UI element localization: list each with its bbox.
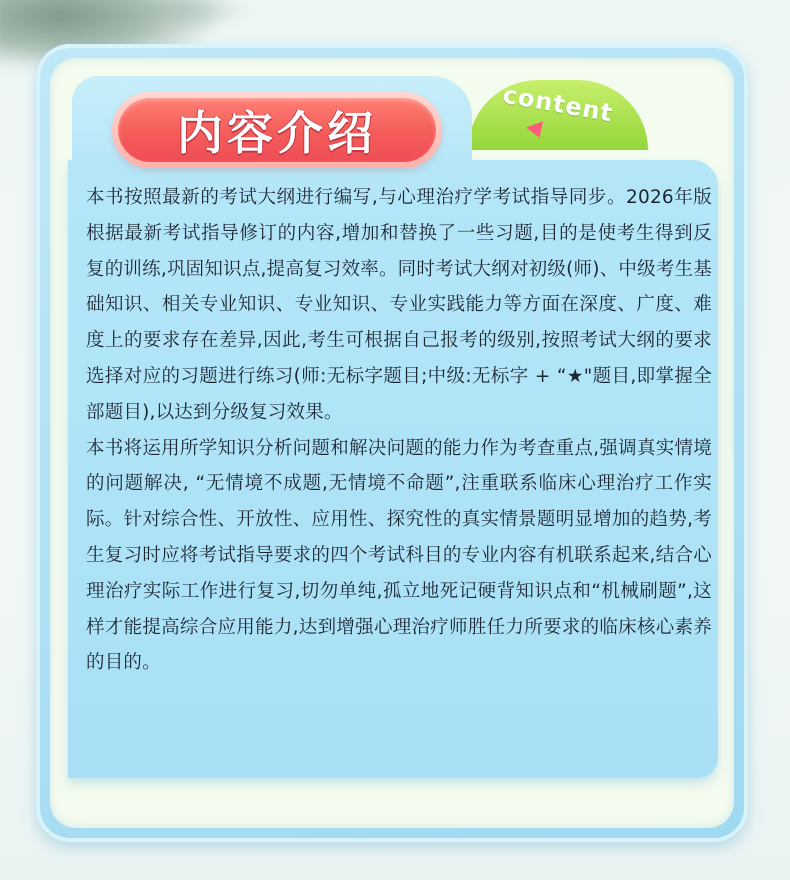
page-title: 内容介绍 xyxy=(177,106,377,160)
decorative-leaf-small xyxy=(130,0,250,30)
intro-paragraph-1: 本书按照最新的考试大纲进行编写,与心理治疗学考试指导同步。2026年版根据最新考试指导修订的内容,增加和替换了一些习题,目的是使考生得到反复的训练,巩固知识点,提高复习效率。同时考试大纲对初级(师)、中级考生基础知识、相关专业知识、专业知识、专业实践能力等方面在深度、广度、难度上的要求存在差异,因此,考生可根据自己报考的级别,按照考试大纲的要求选择对应的习题进行练习(师:无标字题目;中级:无标字 + “★"题目,即掌握全部题目),以达到分级复习效果。 xyxy=(86,187,712,423)
content-tag-label: content xyxy=(500,80,616,128)
intro-paragraph-2: 本书将运用所学知识分析问题和解决问题的能力作为考查重点,强调真实情境的问题解决, “无情境不成题,无情境不命题”,注重联系临床心理治疗工作实际。针对综合性、开放性、应用性、探究性的真实情景题明显增加的趋势,考生复习时应将考试指导要求的四个考试科目的专业内容有机联系起来,结合心理治疗实际工作进行复习,切勿单纯,孤立地死记硬背知识点和“机械刷题”,这样才能提高综合应用能力,达到增强心理治疗师胜任力所要求的临床核心素养的目的。 xyxy=(86,437,712,674)
intro-text xyxy=(86,180,712,681)
